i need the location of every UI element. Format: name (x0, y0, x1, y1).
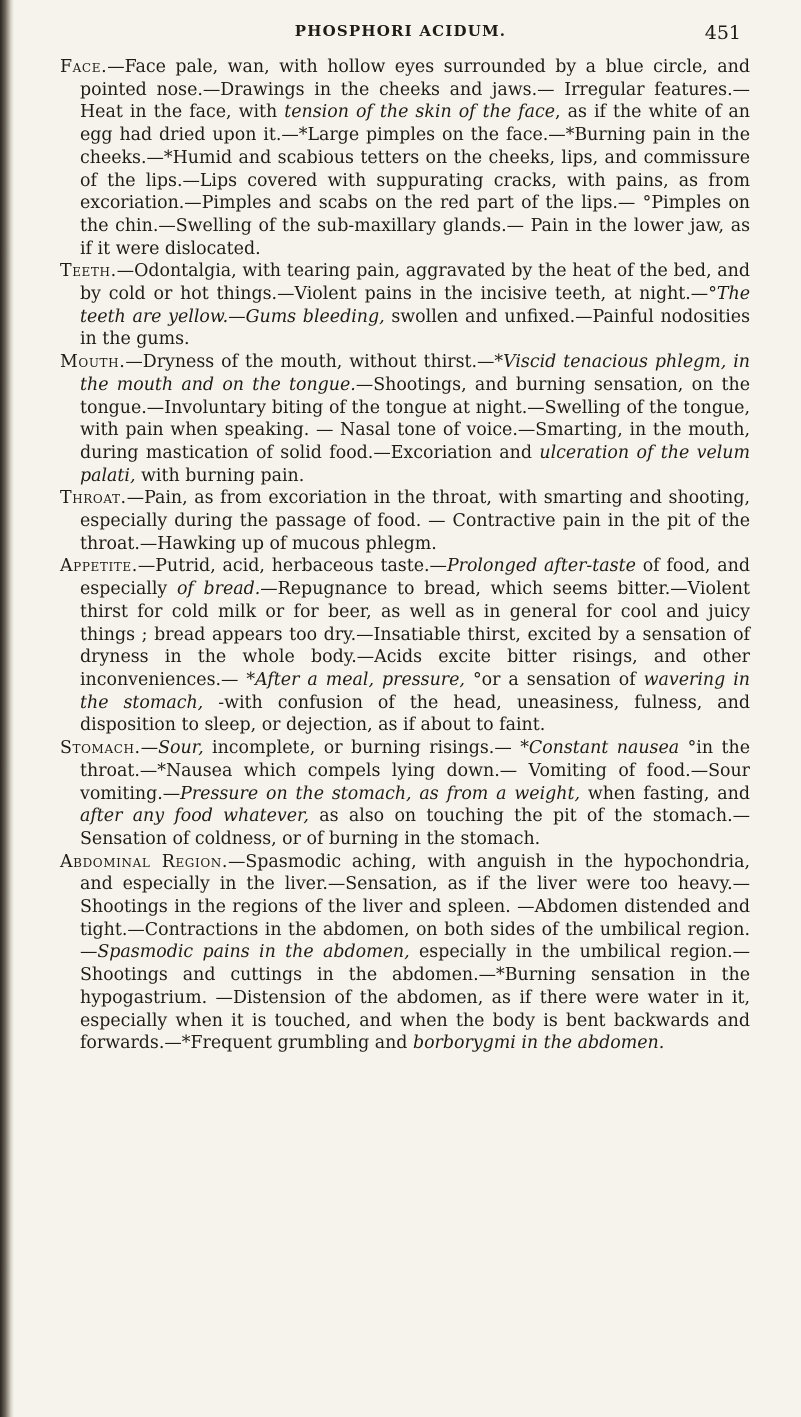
section-heading: Face. (60, 57, 108, 77)
section-text: -with confusion of the head, uneasiness, fulness, and disposition to sleep, or dejection, as if about to faint. (80, 692, 751, 736)
italic-text: Sour, (158, 738, 204, 759)
italic-text: *Constant nausea (520, 738, 680, 759)
section-text: —Odontalgia, with tearing pain, aggravated by the heat of the bed, and by cold or hot things.—Violent pains in the incisive teeth, at night.— (80, 261, 750, 305)
italic-text: *After a meal, pressure, (246, 669, 465, 690)
italic-text: tension of the skin of the face (284, 102, 556, 123)
italic-text: °The teeth are yellow.—Gums bleeding, (80, 284, 750, 327)
symptom-section (60, 555, 750, 737)
page-body (60, 56, 750, 1055)
section-text: —Dryness of the mouth, without thirst.— (125, 352, 495, 373)
page-number: 451 (704, 22, 741, 44)
section-text: incomplete, or burning risings.— (203, 738, 521, 759)
symptom-section (60, 487, 750, 555)
section-text: —Repugnance to bread, which seems bitter.—Violent thirst for cold milk or for beer, as well as in general for cool and juicy things ; bread appears too dry.—Insatiable thirst, excited by a sensation of dryness in the whole body.—Acids excite bitter risings, and other inconveniences.— (80, 579, 751, 690)
page-header (0, 22, 801, 52)
italic-text: Pressure on the stomach, as from a weight, (180, 783, 580, 804)
symptom-section (60, 56, 750, 260)
section-text: —Shootings, and burning sensation, on the tongue.—Involuntary biting of the tongue at night.—Swelling of the tongue, with pain when speaking. — Nasal tone of voice.—Smarting, in the mouth, during mastication of solid food.—Excoriation and (80, 374, 750, 463)
italic-text: borborygmi in the abdomen. (412, 1033, 665, 1054)
symptom-section (60, 351, 750, 487)
italic-text: ulceration of the velum palati, (80, 442, 750, 486)
italic-text: wavering in the stomach, (80, 669, 750, 713)
italic-text: of bread. (176, 579, 261, 600)
section-heading: Appetite. (60, 556, 138, 577)
binding-shadow (0, 0, 14, 1417)
section-heading: Abdominal Region. (60, 851, 228, 872)
section-text: — (140, 738, 159, 759)
italic-text: Prolonged after-taste (446, 556, 636, 577)
section-heading: Stomach. (60, 738, 141, 759)
section-text: of food, and especially (80, 556, 750, 600)
section-text: —Putrid, acid, herbaceous taste.— (137, 556, 447, 577)
section-heading: Mouth. (60, 352, 126, 373)
section-text: °or a sensation of (464, 669, 644, 690)
section-text: as also on touching the pit of the stomach.—Sensation of coldness, or of burning in the stomach. (80, 806, 750, 849)
section-text: especially in the umbilical region.—Shootings and cuttings in the abdomen.—*Burning sensation in the hypogastrium. —Distension of the abdomen, as if there were water in it, especially when it is touched, and when the body is bent backwards and forwards.—*Frequent grumbling and (80, 942, 751, 1054)
symptom-section (60, 851, 750, 1055)
italic-text: after any food whatever, (80, 806, 309, 827)
section-text: —Spasmodic aching, with anguish in the hypochondria, and especially in the liver.—Sensation, as if the liver were too heavy.—Shootings in the regions of the liver and spleen. —Abdomen distended and tight.—Contractions in the abdomen, on both sides of the umbilical region.— (80, 851, 750, 963)
running-title: PHOSPHORI ACIDUM. (294, 22, 507, 40)
symptom-section (60, 737, 750, 851)
section-heading: Teeth. (60, 261, 117, 282)
italic-text: Spasmodic pains in the abdomen, (97, 942, 410, 963)
italic-text: *Viscid tenacious phlegm, in the mouth and on the tongue. (80, 352, 750, 395)
section-text: swollen and unfixed.—Painful nodosities in the gums. (80, 306, 751, 350)
section-text: when fasting, and (579, 783, 750, 804)
section-text: °in the throat.—*Nausea which compels lying down.— Vomiting of food.—Sour vomiting.— (80, 738, 750, 804)
section-text: , as if the white of an egg had dried upon it.—*Large pimples on the face.—*Burning pain in the cheeks.—*Humid and scabious tetters on the cheeks, lips, and commissure of the lips.—Lips covered with suppurating cracks, with pains, as from excoriation.—Pimples and scabs on the red part of the lips.— °Pimples on the chin.—Swelling of the sub-maxillary glands.— Pain in the lower jaw, as if it were dislocated. (80, 102, 750, 259)
symptom-section (60, 260, 750, 351)
section-text: —Face pale, wan, with hollow eyes surrounded by a blue circle, and pointed nose.—Drawings in the cheeks and jaws.— Irregular features.—Heat in the face, with (80, 57, 750, 123)
section-text: with burning pain. (135, 465, 305, 486)
section-heading: Throat. (60, 488, 127, 509)
section-text: —Pain, as from excoriation in the throat, with smarting and shooting, especially during the passage of food. — Contractive pain in the pit of the throat.—Hawking up of mucous phlegm. (80, 488, 750, 554)
